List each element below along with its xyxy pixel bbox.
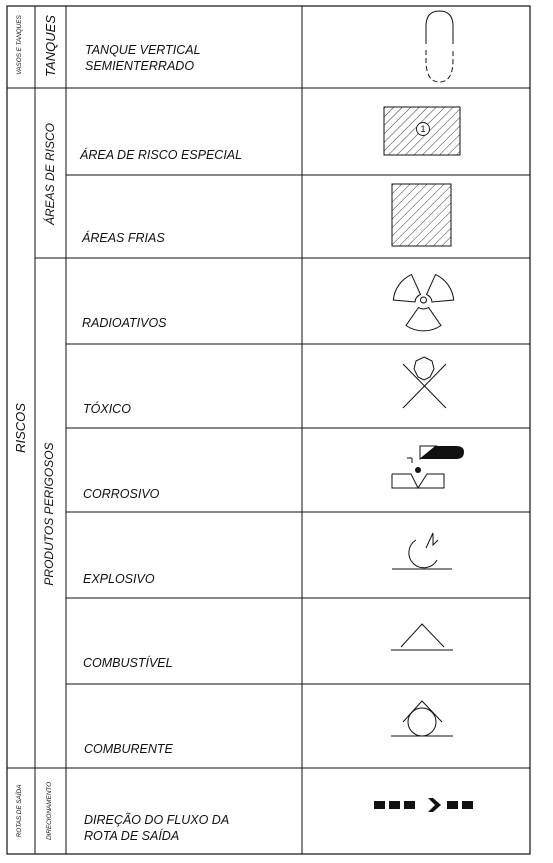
group-rotas-de-saida: ROTAS DE SAÍDA (16, 784, 23, 838)
corrosive-icon (392, 446, 464, 488)
row-label-combustivel: COMBUSTÍVEL (83, 656, 173, 670)
row-label-tanque-vertical: TANQUE VERTICAL SEMIENTERRADO (85, 43, 201, 73)
group-vasos-e-tanques: VASOS E TANQUES (16, 15, 23, 75)
row-label-comburente: COMBURENTE (84, 742, 173, 756)
row-label-areas-frias: ÁREAS FRIAS (82, 231, 165, 245)
row-label-area-risco-especial: ÁREA DE RISCO ESPECIAL (80, 148, 243, 162)
combustible-icon (391, 624, 453, 650)
oxidizer-icon (391, 701, 453, 736)
row-label-direcao-fluxo: DIREÇÃO DO FLUXO DA ROTA DE SAÍDA (84, 813, 230, 843)
explosive-icon (392, 533, 452, 569)
cold-area-icon (392, 184, 451, 246)
group-direcionamento: DIRECIONAMENTO (46, 781, 53, 841)
row-label-radioativos: RADIOATIVOS (82, 316, 167, 330)
row-label-explosivo: EXPLOSIVO (83, 572, 155, 586)
group-areas-de-risco: ÁREAS DE RISCO (43, 122, 57, 226)
exit-route-arrow-icon (374, 798, 473, 812)
group-produtos-perigosos: PRODUTOS PERIGOSOS (42, 442, 56, 586)
row-label-corrosivo: CORROSIVO (83, 487, 160, 501)
group-riscos: RISCOS (13, 403, 28, 453)
group-tanques: TANQUES (43, 15, 58, 77)
vertical-tank-icon (426, 11, 453, 82)
toxic-icon (403, 357, 446, 408)
row-label-toxico: TÓXICO (83, 402, 131, 416)
special-risk-marker: 1 (420, 124, 426, 134)
radioactive-icon (393, 275, 453, 331)
